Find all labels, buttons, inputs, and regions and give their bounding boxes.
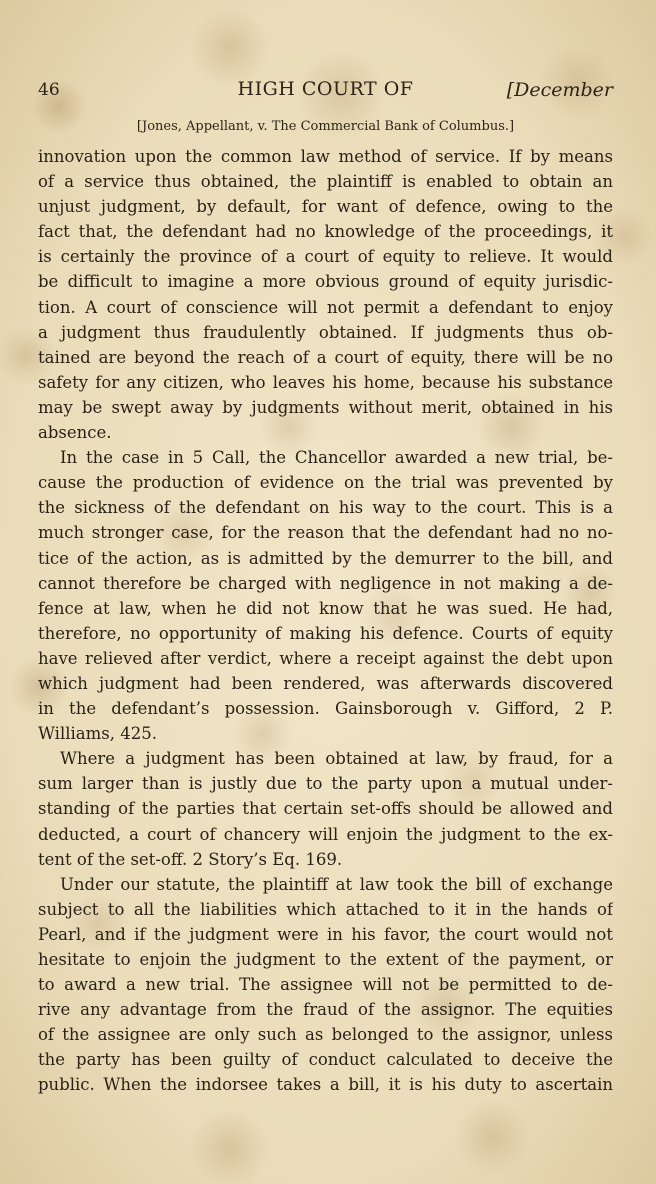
text-line: safety for any citizen, who leaves his home, because his substance: [38, 372, 613, 392]
running-header: [38, 78, 613, 102]
text-line: to award a new trial. The assignee will not be permitted to de-: [38, 975, 613, 995]
text-line: Pearl, and if the judgment were in his favor, the court would not: [38, 924, 613, 944]
running-month: [December: [506, 79, 613, 101]
case-caption: [Jones, Appellant, v. The Commercial Bank of Columbus.]: [136, 119, 515, 134]
text-line: deducted, a court of chancery will enjoin the judgment to the ex-: [38, 824, 613, 844]
text-line: have relieved after verdict, where a receipt against the debt upon: [38, 648, 613, 668]
text-line: absence.: [38, 423, 112, 443]
text-line: hesitate to enjoin the judgment to the extent of the payment, or: [38, 950, 613, 969]
text-line: fact that, the defendant had no knowledge of the proceedings, it: [38, 222, 613, 242]
text-line: therefore, no opportunity of making his defence. Courts of equity: [38, 623, 613, 643]
text-line: which judgment had been rendered, was afterwards discovered: [38, 673, 613, 693]
text-line: Under our statute, the plaintiff at law took the bill of exchange: [60, 874, 613, 894]
text-line: tained are beyond the reach of a court of equity, there will be no: [38, 347, 613, 367]
text-line: the sickness of the defendant on his way to the court. This is a: [38, 498, 613, 518]
text-line: rive any advantage from the fraud of the assignor. The equities: [38, 1000, 613, 1020]
text-line: of the assignee are only such as belonged to the assignor, unless: [38, 1025, 613, 1045]
text-line: public. When the indorsee takes a bill, it is his duty to ascertain: [38, 1075, 613, 1095]
text-line: In the case in 5 Call, the Chancellor awarded a new trial, be-: [60, 448, 613, 468]
text-line: of a service thus obtained, the plaintiff is enabled to obtain an: [38, 172, 613, 192]
text-line: tent of the set-off. 2 Story’s Eq. 169.: [38, 849, 343, 869]
text-line: in the defendant’s possession. Gainsborough v. Gifford, 2 P.: [38, 699, 613, 719]
text-line: the party has been guilty of conduct calculated to deceive the: [38, 1050, 613, 1070]
text-line: innovation upon the common law method of service. If by means: [38, 147, 613, 166]
text-line: fence at law, when he did not know that he was sued. He had,: [38, 598, 613, 618]
running-title: HIGH COURT OF: [237, 78, 414, 100]
text-line: subject to all the liabilities which attached to it in the hands of: [38, 899, 613, 919]
text-line: cannot therefore be charged with negligence in not making a de-: [38, 573, 613, 593]
text-line: cause the production of evidence on the trial was prevented by: [38, 473, 613, 493]
text-line: Williams, 425.: [38, 724, 157, 744]
text-line: standing of the parties that certain set-offs should be allowed and: [38, 799, 613, 819]
text-line: tice of the action, as is admitted by the demurrer to the bill, and: [38, 548, 613, 568]
text-line: a judgment thus fraudulently obtained. If judgments thus ob-: [38, 322, 613, 342]
page-number: 46: [38, 80, 60, 100]
text-line: much stronger case, for the reason that the defendant had no no-: [38, 523, 613, 543]
text-line: Where a judgment has been obtained at law, by fraud, for a: [60, 749, 613, 769]
text-line: is certainly the province of a court of equity to relieve. It would: [38, 247, 613, 267]
text-line: be difficult to imagine a more obvious ground of equity jurisdic-: [38, 272, 613, 292]
text-line: may be swept away by judgments without merit, obtained in his: [38, 397, 613, 417]
text-line: sum larger than is justly due to the party upon a mutual under-: [38, 774, 613, 794]
body-text: [38, 144, 613, 1098]
text-line: unjust judgment, by default, for want of defence, owing to the: [38, 197, 613, 217]
text-line: tion. A court of conscience will not permit a defendant to enjoy: [38, 297, 613, 317]
